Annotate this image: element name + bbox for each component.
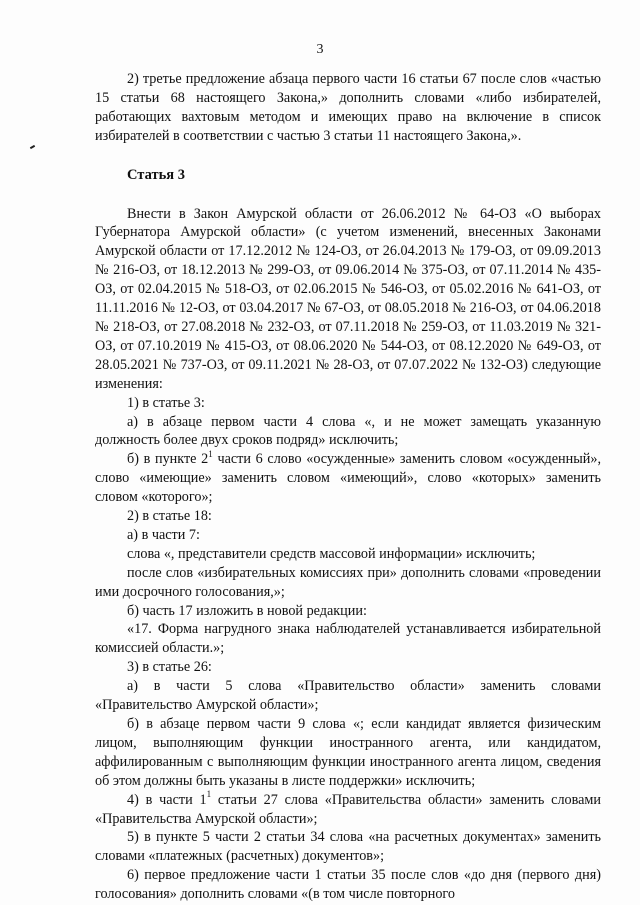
page-number: 3 bbox=[316, 42, 324, 57]
amendment-item-2b-quote: «17. Форма нагрудного знака наблюдателей устанавливается избирательной комиссией области.»; bbox=[95, 621, 601, 657]
item-1b-superscript: 1 bbox=[208, 448, 213, 459]
item-4-text-end: статьи 27 слова «Правительства области» заменить словами «Правительства Амурской области»; bbox=[95, 791, 601, 827]
document-body bbox=[95, 70, 601, 904]
amendment-item-5: 5) в пункте 5 части 2 статьи 34 слова «на расчетных документах» заменить словами «платежных (расчетных) документов»; bbox=[95, 829, 601, 865]
amendment-item-3: 3) в статье 26: bbox=[127, 659, 212, 676]
amendment-item-2b: б) часть 17 изложить в новой редакции: bbox=[127, 602, 367, 619]
amendment-item-3a: а) в части 5 слова «Правительство области» заменить словами «Правительство Амурской области»; bbox=[95, 678, 601, 714]
amendment-item-1: 1) в статье 3: bbox=[127, 394, 205, 411]
item-4-text-start: 4) в части 1 bbox=[127, 791, 207, 808]
amendment-item-3b: б) в абзаце первом части 9 слова «; если кандидат является физическим лицом, выполняющим функции иностранного агента, или кандидатом, аффилированным с выполняющим функции иностранного агента лицом, сведения об этом должны быть указаны в листе поддержки» исключить; bbox=[95, 716, 601, 789]
amendment-item-2a: а) в части 7: bbox=[127, 526, 200, 543]
margin-mark bbox=[30, 145, 35, 149]
item-1b-text-start: б) в пункте 2 bbox=[127, 451, 209, 468]
paragraph-item-2-article-2: 2) третье предложение абзаца первого части 16 статьи 67 после слов «частью 15 статьи 68 настоящего Закона,» дополнить словами «либо избирателей, работающих вахтовым методом и имеющих право на включение в список избирателей в соответствии с частью 3 статьи 11 настоящего Закона,». bbox=[95, 71, 601, 144]
amendment-item-4 bbox=[95, 788, 601, 829]
amendment-item-1a: а) в абзаце первом части 4 слова «, и не может замещать указанную должность более двух сроков подряд» исключить; bbox=[95, 413, 601, 449]
article-heading: Статья 3 bbox=[127, 166, 185, 183]
amendment-item-1b bbox=[95, 450, 601, 507]
amendment-item-6: 6) первое предложение части 1 статьи 35 после слов «до дня (первого дня) голосования» дополнить словами «(в том числе повторного bbox=[95, 867, 601, 903]
item-1b-text-end: части 6 слово «осужденные» заменить словом «осужденный», слово «имеющие» заменить словом «имеющий», слово «которых» заменить словом «которого»; bbox=[95, 451, 602, 506]
amendment-item-2a-clause-2: после слов «избирательных комиссиях при» дополнить словами «проведении ими досрочного голосования,»; bbox=[95, 564, 601, 600]
amendment-item-2: 2) в статье 18: bbox=[127, 508, 212, 525]
amendment-item-2a-clause-1: слова «, представители средств массовой информации» исключить; bbox=[127, 545, 536, 562]
article-intro-paragraph: Внести в Закон Амурской области от 26.06.2012 № 64-ОЗ «О выборах Губернатора Амурской области» (с учетом изменений, внесенных Законами Амурской области от 17.12.2012 № 124-ОЗ, от 26.04.2013 № 179-ОЗ, от 09.09.2013 № 216-ОЗ, от 18.12.2013 № 299-ОЗ, от 09.06.2014 № 375-ОЗ, от 07.11.2014 № 435-ОЗ, от 02.04.2015 № 518-ОЗ, от 02.06.2015 № 546-ОЗ, от 05.02.2016 № 641-ОЗ, от 11.11.2016 № 12-ОЗ, от 03.04.2017 № 67-ОЗ, от 08.05.2018 № 216-ОЗ, от 04.06.2018 № 218-ОЗ, от 27.08.2018 № 232-ОЗ, от 07.11.2018 № 259-ОЗ, от 11.03.2019 № 321-ОЗ, от 07.10.2019 № 415-ОЗ, от 08.06.2020 № 544-ОЗ, от 08.12.2020 № 649-ОЗ, от 28.05.2021 № 737-ОЗ, от 09.11.2021 № 28-ОЗ, от 07.07.2022 № 132-ОЗ) следующие изменения: bbox=[95, 205, 601, 392]
item-4-superscript: 1 bbox=[206, 788, 212, 799]
